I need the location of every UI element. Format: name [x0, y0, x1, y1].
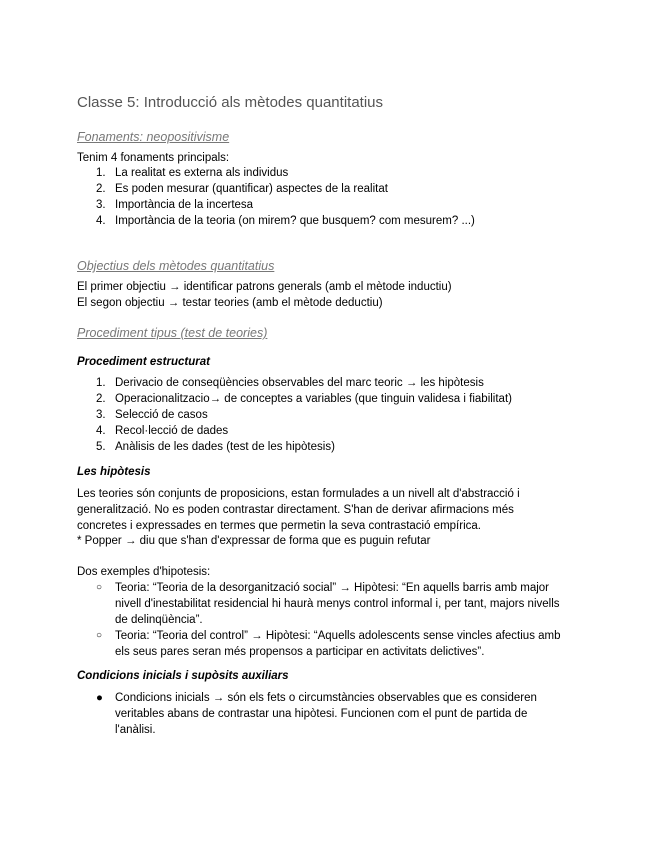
list-item: 2. Es poden mesurar (quantificar) aspectes de la realitat — [96, 183, 388, 195]
examples-intro: Dos exemples d'hipotesis: — [77, 566, 211, 578]
circle-bullet-icon: ○ — [96, 630, 103, 641]
list-item: 4. Importància de la teoria (on mirem? que busquem? com mesurem? ...) — [96, 215, 475, 227]
objectiu-1: El primer objectiu → identificar patrons generals (amb el mètode inductiu) — [77, 281, 452, 293]
list-item: ○ Teoria: “Teoria del control” → Hipòtesi: “Aquells adolescents sense vincles afectius amb els seus pares seran més propensos a participar en activitats delictives”. — [96, 630, 561, 658]
list-item: 3. Importància de la incertesa — [96, 199, 254, 211]
hipotesis-paragraph: Les teories són conjunts de proposicions, estan formulades a un nivell alt d'abstracció i generalització. No es poden contrastar directament. S'han de derivar afirmacions més concretes i expressades en termes que permetin la seva contrastació empírica. — [77, 488, 520, 532]
list-item: 1. Derivacio de conseqüències observables del marc teoric → les hipòtesis — [96, 377, 484, 389]
hipotesis-note: * Popper → diu que s'han d'expressar de forma que es puguin refutar — [77, 535, 431, 547]
list-item: 5. Anàlisis de les dades (test de les hipòtesis) — [96, 441, 335, 453]
list-item: ● Condicions inicials → són els fets o circumstàncies observables que es consideren veritables abans de contrastar una hipòtesi. Funcionen com el punt de partida de l'anàlisi. — [96, 692, 537, 736]
examples-list — [77, 580, 572, 660]
list-item: 3. Selecció de casos — [96, 409, 208, 421]
condicions-list — [77, 690, 552, 738]
page-title: Classe 5: Introducció als mètodes quantitatius — [77, 94, 383, 111]
procediment-list — [77, 375, 512, 455]
circle-bullet-icon: ○ — [96, 582, 103, 593]
list-item: 4. Recol·lecció de dades — [96, 425, 229, 437]
section-heading-objectius: Objectius dels mètodes quantitatius — [77, 259, 275, 273]
subheading-condicions: Condicions inicials i supòsits auxiliars — [77, 670, 289, 682]
fonaments-list — [77, 165, 475, 229]
list-item: ○ Teoria: “Teoria de la desorganització social” → Hipòtesi: “En aquells barris amb major nivell d'inestabilitat residencial hi haurà menys control informal i, per tant, majors nivells de delinqüència”. — [96, 582, 560, 626]
list-item: 1. La realitat es externa als individus — [96, 167, 289, 179]
list-item: 2. Operacionalitzacio→ de conceptes a variables (que tinguin validesa i fiabilitat) — [96, 393, 512, 405]
objectiu-2: El segon objectiu → testar teories (amb el mètode deductiu) — [77, 297, 383, 309]
fonaments-intro: Tenim 4 fonaments principals: — [77, 152, 230, 164]
subheading-hipotesis: Les hipòtesis — [77, 466, 151, 478]
subheading-procediment-estructurat: Procediment estructurat — [77, 356, 210, 368]
section-heading-fonaments: Fonaments: neopositivisme — [77, 130, 230, 144]
section-heading-procediment: Procediment tipus (test de teories) — [77, 326, 268, 340]
disc-bullet-icon: ● — [96, 692, 103, 704]
